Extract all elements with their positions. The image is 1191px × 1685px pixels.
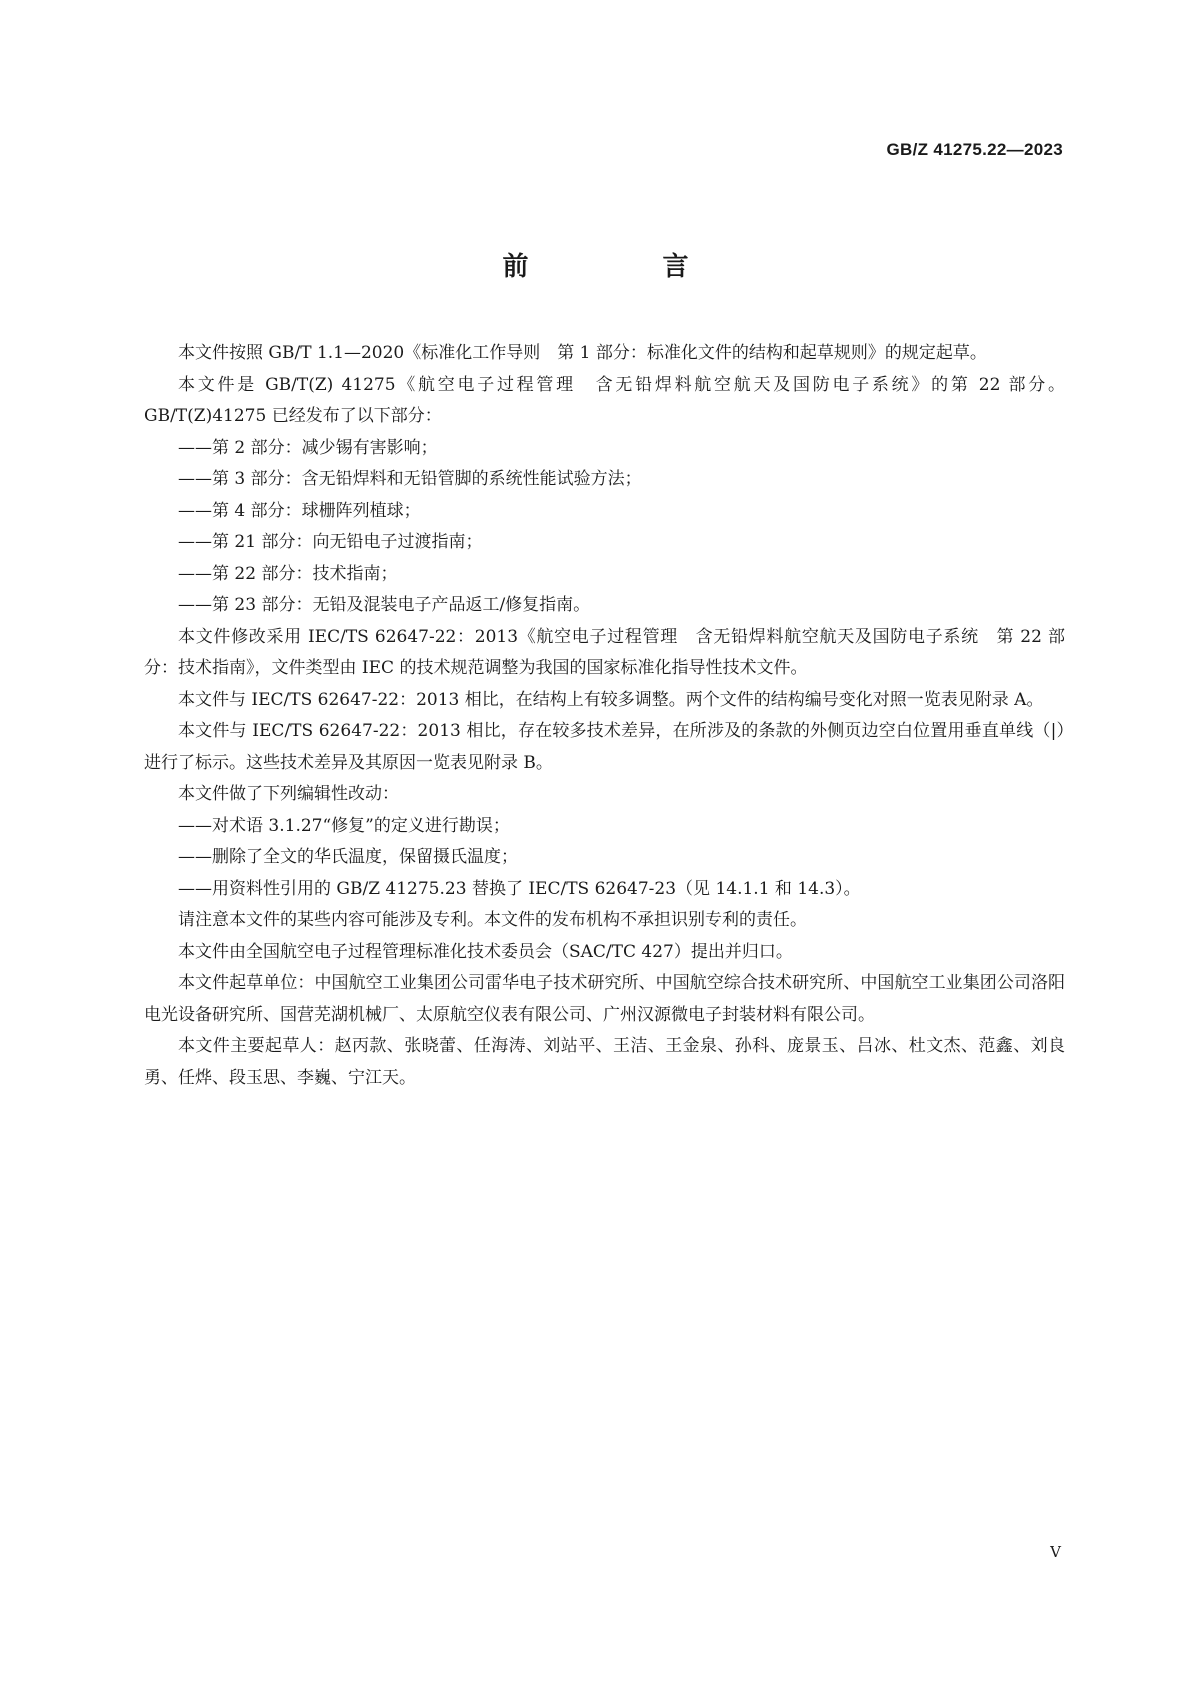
document-code: GB/Z 41275.22—2023 [886, 140, 1063, 159]
paragraph-technical-differences: 本文件与 IEC/TS 62647-22：2013 相比，存在较多技术差异，在所涉及的条款的外侧页边空白位置用垂直单线（|）进行了标示。这些技术差异及其原因一览表见附录 B。 [144, 721, 1065, 773]
list-item-editorial-1: ——对术语 3.1.27“修复”的定义进行勘误； [178, 815, 510, 836]
paragraph-drafting-units: 本文件起草单位：中国航空工业集团公司雷华电子技术研究所、中国航空综合技术研究所、中国航空工业集团公司洛阳电光设备研究所、国营芜湖机械厂、太原航空仪表有限公司、广州汉源微电子封装材料有限公司。 [144, 973, 1065, 1025]
list-item-editorial-2: ——删除了全文的华氏温度，保留摄氏温度； [178, 847, 518, 867]
foreword-body [144, 338, 1065, 1094]
paragraph-patent-notice: 请注意本文件的某些内容可能涉及专利。本文件的发布机构不承担识别专利的责任。 [178, 910, 807, 930]
paragraph-drafters: 本文件主要起草人：赵丙款、张晓蕾、任海涛、刘站平、王洁、王金泉、孙科、庞景玉、吕冰、杜文杰、范鑫、刘良勇、任烨、段玉思、李巍、宁江天。 [144, 1036, 1065, 1088]
page-number: V [1050, 1543, 1061, 1561]
page-title: 前 言 [502, 252, 743, 282]
paragraph-structure-changes: 本文件与 IEC/TS 62647-22：2013 相比，在结构上有较多调整。两个文件的结构编号变化对照一览表见附录 A。 [178, 689, 1044, 710]
list-item-part-21: ——第 21 部分：向无铅电子过渡指南； [178, 532, 483, 552]
paragraph-proposer: 本文件由全国航空电子过程管理标准化技术委员会（SAC/TC 427）提出并归口。 [178, 941, 793, 962]
list-item-part-4: ——第 4 部分：球栅阵列植球； [178, 500, 421, 521]
list-item-editorial-3: ——用资料性引用的 GB/Z 41275.23 替换了 IEC/TS 62647-23（见 14.1.1 和 14.3）。 [178, 878, 861, 899]
paragraph-editorial-changes: 本文件做了下列编辑性改动： [178, 784, 399, 804]
list-item-part-22: ——第 22 部分：技术指南； [178, 563, 398, 584]
paragraph-adoption: 本文件修改采用 IEC/TS 62647-22：2013《航空电子过程管理 含无铅焊料航空航天及国防电子系统 第 22 部分：技术指南》，文件类型由 IEC 的技术规范调整为我国的国家标准化指导性技术文件。 [144, 626, 1065, 678]
list-item-part-3: ——第 3 部分：含无铅焊料和无铅管脚的系统性能试验方法； [178, 469, 642, 489]
paragraph-drafting-rule: 本文件按照 GB/T 1.1—2020《标准化工作导则 第 1 部分：标准化文件的结构和起草规则》的规定起草。 [178, 343, 987, 363]
list-item-part-23: ——第 23 部分：无铅及混装电子产品返工/修复指南。 [178, 595, 591, 615]
paragraph-series-intro: 本文件是 GB/T(Z) 41275《航空电子过程管理 含无铅焊料航空航天及国防电子系统》的第 22 部分。GB/T(Z)41275 已经发布了以下部分： [144, 374, 1065, 426]
list-item-part-2: ——第 2 部分：减少锡有害影响； [178, 437, 438, 458]
